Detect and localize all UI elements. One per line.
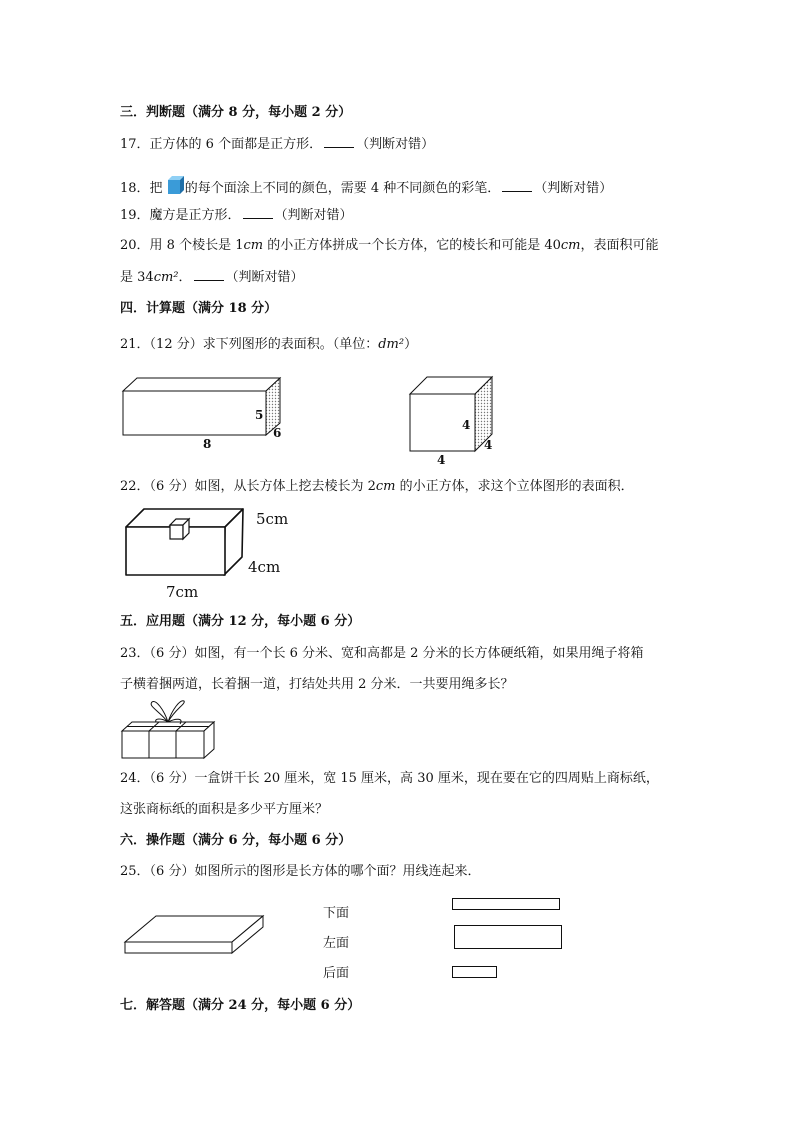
cube-icon bbox=[167, 175, 185, 195]
q18-blank bbox=[502, 179, 532, 192]
q21-box1-length-label: 8 bbox=[203, 437, 212, 451]
q20-part-d: 是 34 bbox=[120, 270, 154, 285]
q21-box1-height-label: 5 bbox=[255, 408, 264, 422]
q22-text-a: 22．（6 分）如图，从长方体上挖去棱长为 2 bbox=[120, 479, 376, 494]
question-18 bbox=[120, 175, 612, 198]
q23-tied-box bbox=[118, 700, 218, 762]
q17-text: 17．正方体的 6 个面都是正方形． bbox=[120, 137, 323, 152]
section-3-title: 三．判断题（满分 8 分，每小题 2 分） bbox=[120, 105, 352, 120]
q22-length-label: 7cm bbox=[166, 583, 199, 601]
section-5-title: 五．应用题（满分 12 分，每小题 6 分） bbox=[120, 614, 361, 629]
q21-close: ） bbox=[404, 337, 418, 352]
question-25: 25．（6 分）如图所示的图形是长方体的哪个面？用线连起来． bbox=[120, 864, 481, 879]
q18-prefix: 18．把 bbox=[120, 181, 163, 196]
q25-flat-cuboid bbox=[120, 912, 268, 956]
q25-face-bottom: 下面 bbox=[323, 906, 350, 921]
q20-unit-cm: cm bbox=[243, 238, 264, 253]
q21-unit: dm² bbox=[378, 337, 405, 352]
q19-suffix: （判断对错） bbox=[274, 208, 353, 223]
q25-option-rect-long-thin bbox=[452, 898, 560, 910]
q19-text: 19．魔方是正方形． bbox=[120, 208, 241, 223]
section-4-title: 四．计算题（满分 18 分） bbox=[120, 301, 278, 316]
question-20-line-2 bbox=[120, 268, 304, 287]
question-22 bbox=[120, 478, 634, 496]
q20-blank bbox=[194, 268, 224, 281]
q20-part-b: 的小正方体拼成一个长方体，它的棱长和可能是 40 bbox=[263, 238, 561, 253]
q22-text-b: 的小正方体，求这个立体图形的表面积． bbox=[395, 479, 634, 494]
q18-text: 的每个面涂上不同的颜色，需要 4 种不同颜色的彩笔． bbox=[184, 181, 501, 196]
question-19 bbox=[120, 206, 353, 225]
q25-option-rect-small bbox=[452, 966, 497, 978]
q21-box2-length-label: 4 bbox=[437, 453, 446, 467]
q22-cuboid-with-hole bbox=[120, 505, 250, 585]
section-6-title: 六．操作题（满分 6 分，每小题 6 分） bbox=[120, 833, 352, 848]
q17-suffix: （判断对错） bbox=[356, 137, 435, 152]
q20-part-e: ． bbox=[178, 270, 192, 285]
question-23-line-1: 23．（6 分）如图，有一个长 6 分米、宽和高都是 2 分米的长方体硬纸箱，如果用绳子将箱 bbox=[120, 646, 644, 661]
q19-blank bbox=[243, 206, 273, 219]
question-24-line-2: 这张商标纸的面积是多少平方厘米？ bbox=[120, 802, 329, 817]
question-21 bbox=[120, 336, 417, 354]
q20-unit-cm-2: cm bbox=[560, 238, 581, 253]
q21-box2-width-label: 4 bbox=[484, 438, 493, 452]
q22-width-label: 5cm bbox=[256, 510, 289, 528]
q20-part-a: 20．用 8 个棱长是 1 bbox=[120, 238, 244, 253]
q22-unit: cm bbox=[375, 479, 396, 494]
q18-suffix: （判断对错） bbox=[534, 181, 613, 196]
q20-suffix: （判断对错） bbox=[225, 270, 304, 285]
q17-blank bbox=[324, 135, 354, 148]
q21-box2-height-label: 4 bbox=[462, 418, 471, 432]
q20-part-c: ，表面积可能 bbox=[580, 238, 659, 253]
section-7-title: 七．解答题（满分 24 分，每小题 6 分） bbox=[120, 998, 361, 1013]
question-24-line-1: 24．（6 分）一盒饼干长 20 厘米，宽 15 厘米，高 30 厘米，现在要在它的四周贴上商标纸， bbox=[120, 771, 659, 786]
q22-height-label: 4cm bbox=[248, 558, 281, 576]
question-20-line-1 bbox=[120, 237, 659, 255]
question-17 bbox=[120, 135, 434, 154]
q21-box1-width-label: 6 bbox=[273, 426, 282, 440]
q25-face-left: 左面 bbox=[323, 936, 350, 951]
q21-text: 21．（12 分）求下列图形的表面积。（单位： bbox=[120, 337, 379, 352]
q25-face-back: 后面 bbox=[323, 966, 350, 981]
q25-option-rect-large bbox=[454, 925, 562, 949]
question-23-line-2: 子横着捆两道，长着捆一道，打结处共用 2 分米．一共要用绳多长？ bbox=[120, 677, 514, 692]
q20-unit-cm2: cm² bbox=[153, 270, 179, 285]
